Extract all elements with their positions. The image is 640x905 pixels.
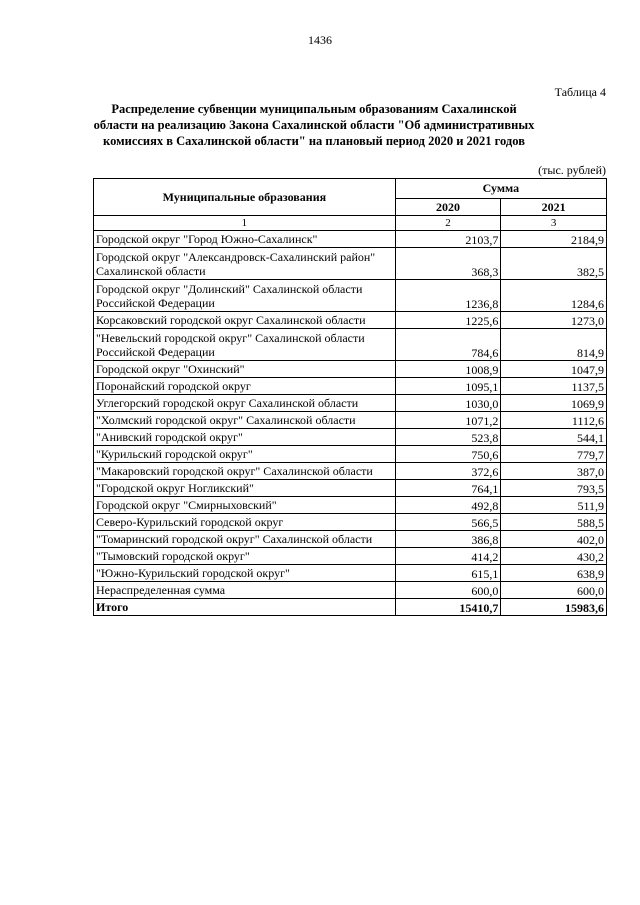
value-2020: 2103,7 <box>395 231 501 248</box>
municipality-name: "Южно-Курильский городской округ" <box>94 565 396 582</box>
value-2021: 600,0 <box>501 582 607 599</box>
value-2021: 638,9 <box>501 565 607 582</box>
value-2020: 1030,0 <box>395 395 501 412</box>
value-2021: 1273,0 <box>501 312 607 329</box>
header-col-number-3: 3 <box>501 216 607 231</box>
municipality-name: "Невельский городской округ" Сахалинской области Российской Федерации <box>94 329 396 361</box>
page-number: 1436 <box>308 33 332 47</box>
municipality-name: Углегорский городской округ Сахалинской области <box>94 395 396 412</box>
value-2020: 386,8 <box>395 531 501 548</box>
total-row <box>94 599 607 616</box>
table-row <box>94 231 607 248</box>
table-row <box>94 548 607 565</box>
value-2020: 764,1 <box>395 480 501 497</box>
table-row <box>94 446 607 463</box>
total-2020: 15410,7 <box>395 599 501 616</box>
value-2020: 523,8 <box>395 429 501 446</box>
total-2021: 15983,6 <box>501 599 607 616</box>
value-2020: 1071,2 <box>395 412 501 429</box>
municipality-name: Корсаковский городской округ Сахалинской области <box>94 312 396 329</box>
table-label: Таблица 4 <box>554 85 606 99</box>
value-2020: 1008,9 <box>395 361 501 378</box>
table-row <box>94 531 607 548</box>
municipality-name: "Макаровский городской округ" Сахалинской области <box>94 463 396 480</box>
value-2021: 793,5 <box>501 480 607 497</box>
table-row <box>94 565 607 582</box>
municipality-name: "Городской округ Ногликский" <box>94 480 396 497</box>
table-row <box>94 514 607 531</box>
value-2020: 1095,1 <box>395 378 501 395</box>
municipality-name: "Холмский городской округ" Сахалинской области <box>94 412 396 429</box>
value-2020: 414,2 <box>395 548 501 565</box>
value-2020: 600,0 <box>395 582 501 599</box>
table-row <box>94 361 607 378</box>
value-2020: 615,1 <box>395 565 501 582</box>
table-row <box>94 497 607 514</box>
table-body <box>94 231 607 616</box>
value-2020: 372,6 <box>395 463 501 480</box>
units-label: (тыс. рублей) <box>538 163 606 177</box>
municipality-name: "Анивский городской округ" <box>94 429 396 446</box>
value-2021: 1284,6 <box>501 280 607 312</box>
value-2020: 492,8 <box>395 497 501 514</box>
municipality-name: Городской округ "Город Южно-Сахалинск" <box>94 231 396 248</box>
value-2021: 1112,6 <box>501 412 607 429</box>
header-year-2020: 2020 <box>395 198 501 215</box>
municipality-name: Северо-Курильский городской округ <box>94 514 396 531</box>
table-row <box>94 582 607 599</box>
header-col-number-2: 2 <box>395 216 501 231</box>
table-row <box>94 412 607 429</box>
header-sum: Сумма <box>395 179 606 199</box>
value-2021: 1137,5 <box>501 378 607 395</box>
value-2020: 368,3 <box>395 248 501 280</box>
table-row <box>94 429 607 446</box>
value-2020: 1225,6 <box>395 312 501 329</box>
value-2021: 1047,9 <box>501 361 607 378</box>
municipality-name: Городской округ "Охинский" <box>94 361 396 378</box>
table-row <box>94 280 607 312</box>
header-col-number-1: 1 <box>94 216 396 231</box>
header-municipalities: Муниципальные образования <box>94 179 396 216</box>
municipality-name: Поронайский городской округ <box>94 378 396 395</box>
municipality-name: Городской округ "Смирныховский" <box>94 497 396 514</box>
table-row <box>94 329 607 361</box>
value-2020: 566,5 <box>395 514 501 531</box>
table-row <box>94 463 607 480</box>
value-2021: 1069,9 <box>501 395 607 412</box>
value-2021: 387,0 <box>501 463 607 480</box>
value-2021: 382,5 <box>501 248 607 280</box>
municipality-name: Городской округ "Долинский" Сахалинской области Российской Федерации <box>94 280 396 312</box>
value-2021: 588,5 <box>501 514 607 531</box>
total-label: Итого <box>94 599 396 616</box>
table-row <box>94 480 607 497</box>
municipality-name: "Тымовский городской округ" <box>94 548 396 565</box>
table-row <box>94 312 607 329</box>
value-2020: 1236,8 <box>395 280 501 312</box>
municipality-name: Нераспределенная сумма <box>94 582 396 599</box>
value-2020: 750,6 <box>395 446 501 463</box>
value-2021: 402,0 <box>501 531 607 548</box>
value-2021: 511,9 <box>501 497 607 514</box>
table-title: Распределение субвенции муниципальным образованиям Сахалинской области на реализацию Закона Сахалинской области "Об административных комиссиях в Сахалинской области" на плановый период 2020 и 2021 годов <box>93 102 535 148</box>
municipality-name: Городской округ "Александровск-Сахалинский район" Сахалинской области <box>94 248 396 280</box>
value-2021: 814,9 <box>501 329 607 361</box>
table-row <box>94 395 607 412</box>
table-row <box>94 378 607 395</box>
value-2021: 430,2 <box>501 548 607 565</box>
value-2021: 779,7 <box>501 446 607 463</box>
header-year-2021: 2021 <box>501 198 607 215</box>
subvention-table <box>93 178 607 616</box>
value-2020: 784,6 <box>395 329 501 361</box>
table-row <box>94 248 607 280</box>
value-2021: 2184,9 <box>501 231 607 248</box>
municipality-name: "Томаринский городской округ" Сахалинской области <box>94 531 396 548</box>
municipality-name: "Курильский городской округ" <box>94 446 396 463</box>
value-2021: 544,1 <box>501 429 607 446</box>
